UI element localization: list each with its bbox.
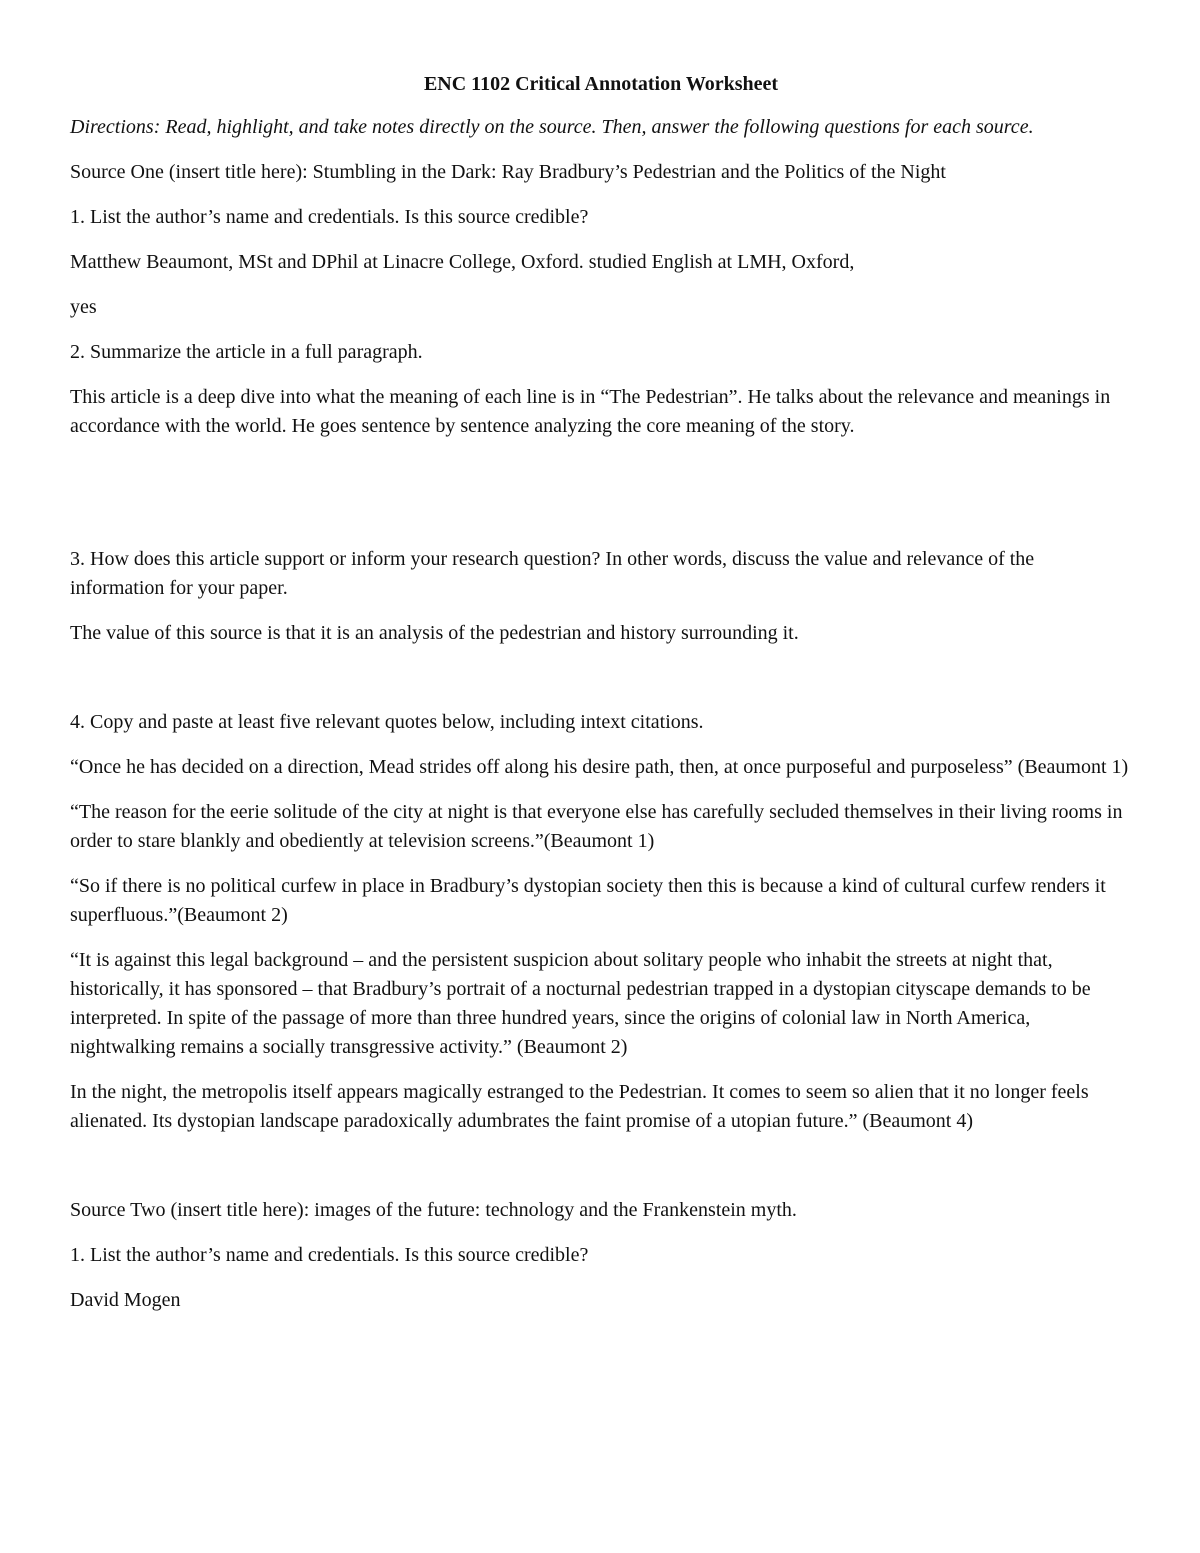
quote-4: “It is against this legal background – and the persistent suspicion about solitary people who inhabit the streets at night that, historically, it has sponsored – that Bradbury’s portrait of a nocturnal pedestrian trapped in a dystopian cityscape demands to be interpreted. In spite of the passage of more than three hundred years, since the origins of colonial law in North America, nightwalking remains a socially transgressive activity.” (Beaumont 2) xyxy=(70,949,1091,1058)
source-two-question-1: 1. List the author’s name and credentials. Is this source credible? xyxy=(70,1244,589,1266)
source-one-answer-3: The value of this source is that it is an analysis of the pedestrian and history surrounding it. xyxy=(70,622,799,644)
page-title: ENC 1102 Critical Annotation Worksheet xyxy=(423,73,779,95)
directions-text: Directions: Read, highlight, and take notes directly on the source. Then, answer the following questions for each source. xyxy=(70,116,1034,138)
source-one-question-1: 1. List the author’s name and credentials. Is this source credible? xyxy=(70,206,589,228)
worksheet-page xyxy=(70,70,1132,1331)
source-one-answer-2: This article is a deep dive into what the meaning of each line is in “The Pedestrian”. He talks about the relevance and meanings in accordance with the world. He goes sentence by sentence analyzing the core meaning of the story. xyxy=(70,386,1111,437)
quote-3: “So if there is no political curfew in place in Bradbury’s dystopian society then this is because a kind of cultural curfew renders it superfluous.”(Beaumont 2) xyxy=(70,875,1106,926)
source-one-question-4: 4. Copy and paste at least five relevant quotes below, including intext citations. xyxy=(70,711,704,733)
source-one-answer-1-line-2: yes xyxy=(70,296,97,318)
source-two-answer-1: David Mogen xyxy=(70,1289,181,1311)
source-one-question-3: 3. How does this article support or inform your research question? In other words, discuss the value and relevance of the information for your paper. xyxy=(70,548,1035,599)
source-one-question-2: 2. Summarize the article in a full paragraph. xyxy=(70,341,423,363)
source-one-answer-1-line-1: Matthew Beaumont, MSt and DPhil at Linacre College, Oxford. studied English at LMH, Oxford, xyxy=(70,251,855,273)
source-one-heading: Source One (insert title here): Stumbling in the Dark: Ray Bradbury’s Pedestrian and the Politics of the Night xyxy=(70,161,946,183)
quote-2: “The reason for the eerie solitude of the city at night is that everyone else has carefully secluded themselves in their living rooms in order to stare blankly and obediently at television screens.”(Beaumont 1) xyxy=(70,801,1123,852)
quote-5: In the night, the metropolis itself appears magically estranged to the Pedestrian. It comes to seem so alien that it no longer feels alienated. Its dystopian landscape paradoxically adumbrates the faint promise of a utopian future.” (Beaumont 4) xyxy=(70,1081,1089,1132)
quote-1: “Once he has decided on a direction, Mead strides off along his desire path, then, at once purposeful and purposeless” (Beaumont 1) xyxy=(70,756,1129,778)
source-two-heading: Source Two (insert title here): images of the future: technology and the Frankenstein myth. xyxy=(70,1199,797,1221)
